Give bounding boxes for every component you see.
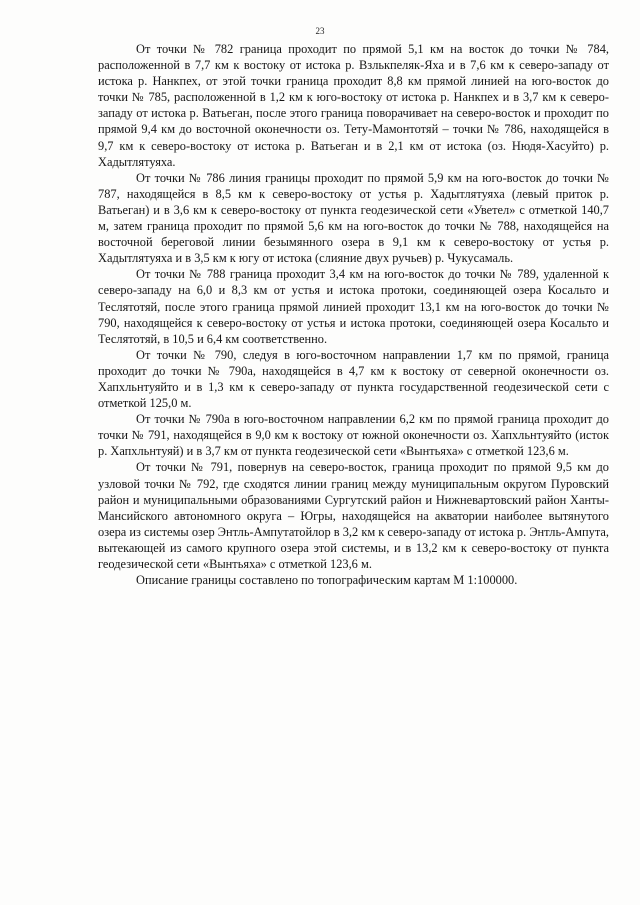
paragraph-point-790a: От точки № 790а в юго-восточном направлении 6,2 км по прямой граница проходит до точки № 791, находящейся в 9,0 км к востоку от южной оконечности оз. Хапхльнтуяйто (исток р. Хапхльнтуяй) и в 3,7 км от пункта геодезической сети «Вынтьяха» с отметкой 123,6 м. [98, 412, 609, 459]
paragraph-map-source: Описание границы составлено по топографическим картам М 1:100000. [136, 573, 518, 588]
document-body [98, 41, 609, 588]
paragraph-point-788: От точки № 788 граница проходит 3,4 км на юго-восток до точки № 789, удаленной к северо-западу на 6,0 и 8,3 км от устья и истока протоки, соединяющей озера Косальто и Теслятотяй, после этого граница прямой линией проходит 13,1 км на юго-восток до точки № 790, находящейся к северо-востоку от устья и истока протоки, соединяющей озера Косальто и Теслятотяй, в 10,5 и 6,4 км соответственно. [98, 267, 609, 346]
paragraph-point-782: От точки № 782 граница проходит по прямой 5,1 км на восток до точки № 784, расположенной в 7,7 км к востоку от истока р. Взлькпеляк-Яха и в 7,6 км к северо-западу от истока р. Нанкпех, от этой точки граница проходит 8,8 км прямой линией на юго-восток до точки № 785, расположенной в 1,2 км к юго-востоку от истока р. Нанкпех и в 3,7 км к северо-западу от истока р. Ватьеган, после этого граница поворачивает на северо-восток и проходит по прямой 9,4 км до восточной оконечности оз. Тету-Мамонтотяй – точки № 786, находящейся в 9,7 км к северо-востоку от истока р. Ватьеган и в 2,1 км от истока (оз. Нюдя-Хасуйто) р. Хадытлятуяха. [98, 42, 609, 169]
paragraph-point-786: От точки № 786 линия границы проходит по прямой 5,9 км на юго-восток до точки № 787, находящейся в 8,5 км к северо-востоку от устья р. Хадытлятуяха (левый приток р. Ватьеган) и в 3,6 км к северо-востоку от пункта геодезической сети «Уветел» с отметкой 140,7 м, затем граница проходит по прямой 5,6 км на юго-восток до точки № 788, находящейся на восточной береговой линии безымянного озера в 9,1 км к северо-востоку от устья р. Хадытлятуяха и в 3,5 км к югу от истока (слияние двух ручьев) р. Чукусамаль. [98, 170, 609, 266]
paragraph-point-790: От точки № 790, следуя в юго-восточном направлении 1,7 км по прямой, граница проходит до точки № 790а, находящейся в 4,7 км к востоку от северной оконечности оз. Хапхльнтуяйто и в 1,3 км к северо-западу от пункта государственной геодезической сети с отметкой 125,0 м. [98, 347, 609, 411]
paragraph-point-791: От точки № 791, повернув на северо-восток, граница проходит по прямой 9,5 км до узловой точки № 792, где сходятся линии границ между муниципальным округом Пуровский район и муниципальными образованиями Сургутский район и Нижневартовский район Ханты-Мансийского автономного округа – Югры, находящейся на акватории наиболее вытянутого озера из системы озер Энтль-Ампутатойлор в 3,2 км к северо-западу от истока р. Энтль-Ампута, вытекающей из самого крупного озера этой системы, и в 13,2 км к северо-востоку от пункта геодезической сети «Вынтьяха» с отметкой 123,6 м. [98, 460, 609, 571]
page-number: 23 [315, 26, 325, 36]
